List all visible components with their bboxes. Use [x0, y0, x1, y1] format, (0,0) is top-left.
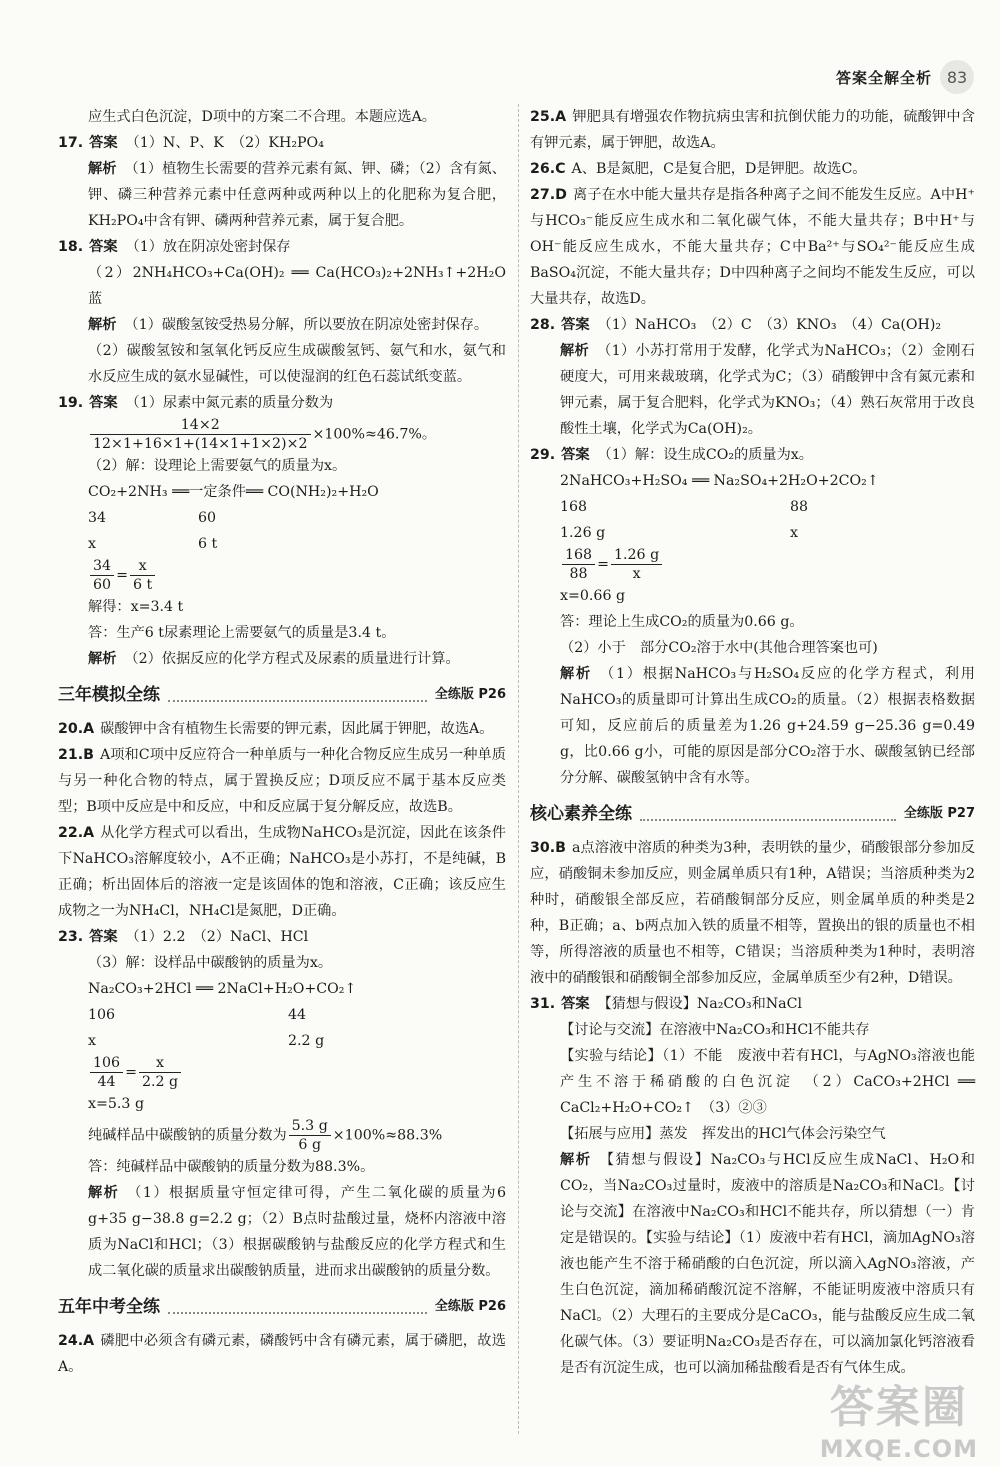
ratio-b-top: 1.26 g	[611, 546, 662, 565]
question-number: 30.B	[530, 840, 566, 856]
analysis-text: （1）植物生长需要的营养元素有氮、钾、磷；（2）含有氮、钾、磷三种营养元素中任意两种或两种以上的化肥称为复合肥，KH₂PO₄中含有钾、磷两种营养元素，属于复合肥。	[88, 161, 506, 229]
final-answer: 答：纯碱样品中碳酸钠的质量分数为88.3%。	[88, 1159, 375, 1175]
question-number: 21.B	[58, 747, 94, 763]
unknown-left: x	[88, 536, 97, 552]
page-header	[836, 60, 974, 94]
equation: 2NaHCO₃+H₂SO₄ ══ Na₂SO₄+2H₂O+2CO₂↑	[560, 473, 879, 489]
question-number: 19.	[58, 395, 84, 411]
question-number: 22.A	[58, 825, 95, 841]
analysis-text: （2）依据反应的化学方程式及尿素的质量进行计算。	[124, 651, 460, 667]
answer-text: （1）尿素中氮元素的质量分数为	[125, 395, 334, 411]
section-title: 五年中考全练	[58, 1297, 160, 1317]
answer-tag: 答案	[561, 996, 590, 1012]
question-28	[530, 312, 975, 442]
question-22	[58, 820, 506, 924]
equation: Na₂CO₃+2HCl ══ 2NaCl+H₂O+CO₂↑	[88, 981, 357, 997]
ratio-a-top: 106	[90, 1054, 123, 1073]
final-answer: 答：生产6 t尿素理论上需要氨气的质量是3.4 t。	[88, 625, 396, 641]
question-text: 钾肥具有增强农作物抗病虫害和抗倒伏能力的功能，硫酸钾中含有钾元素，属于钾肥，故选A。	[530, 109, 975, 151]
answer-tag: 答案	[89, 395, 118, 411]
question-24	[58, 1328, 506, 1380]
section-header-core-literacy	[530, 801, 975, 827]
ratio-a-bottom: 60	[93, 577, 112, 593]
dotted-leader	[168, 688, 427, 702]
proportion: $\frac{34}{60}$ = $\frac{x}{6 t}$	[58, 557, 506, 594]
right-column	[530, 104, 975, 1381]
analysis-text: （1）根据NaHCO₃与H₂SO₄反应的化学方程式，利用NaHCO₃的质量即可计算出生成CO₂的质量。（2）根据表格数据可知，反应前后的质量差为1.26 g+24.59 g−25.36 g=0.49 g，比0.66 g小，可能的原因是部分CO₂溶于水、碳酸氢钠已经部分分解、碳酸氢钠中含有水等。	[560, 666, 975, 786]
question-29	[530, 442, 975, 791]
solution-result: x=5.3 g	[88, 1096, 145, 1112]
ratio-a-bottom: 88	[569, 566, 588, 582]
unknown-row	[58, 531, 506, 557]
percentage-tail: ×100%≈88.3%	[332, 1127, 443, 1144]
answer-text: （1）解：设生成CO₂的质量为x。	[597, 447, 813, 463]
mass-row	[58, 1002, 506, 1028]
question-19	[58, 390, 506, 672]
analysis-tag: 解析	[88, 651, 117, 667]
question-text: 碳酸钾中含有植物生长需要的钾元素，因此属于钾肥，故选A。	[100, 721, 494, 737]
question-30	[530, 835, 975, 991]
answer-tag: 答案	[89, 135, 118, 151]
section-title: 核心素养全练	[530, 804, 632, 824]
final-answer: 答：理论上生成CO₂的质量为0.66 g。	[560, 614, 804, 630]
fraction-numerator: 14×2	[90, 416, 311, 435]
question-25	[530, 104, 975, 156]
unknown-right: 2.2 g	[288, 1033, 325, 1049]
page-number: 83	[940, 60, 974, 94]
answer-tag: 答案	[561, 447, 590, 463]
pct-bottom: 6 g	[298, 1137, 322, 1153]
question-number: 31.	[530, 996, 556, 1012]
dotted-leader	[640, 807, 896, 821]
answer-text: 【猜想与假设】Na₂CO₃和NaCl	[597, 996, 803, 1012]
solution-result: 解得：x=3.4 t	[88, 599, 184, 615]
answer-text: （1）2.2 （2）NaCl、HCl	[125, 929, 309, 945]
answer-text: （1）NaHCO₃ （2）C （3）KNO₃ （4）Ca(OH)₂	[597, 317, 942, 333]
question-17	[58, 130, 506, 234]
question-number: 23.	[58, 929, 84, 945]
ratio-b-top: x	[139, 1054, 181, 1073]
dotted-leader	[168, 1300, 427, 1314]
ratio-b-bottom: x	[632, 566, 641, 582]
equation: （2）2NH₄HCO₃+Ca(OH)₂ ══ Ca(HCO₃)₂+2NH₃↑+2H₂O 蓝	[88, 265, 521, 307]
analysis-tag: 解析	[560, 1152, 592, 1168]
question-number: 29.	[530, 447, 556, 463]
ratio-b-top: x	[130, 557, 155, 576]
question-number: 20.A	[58, 721, 95, 737]
continued-text: 应生式白色沉淀，D项中的方案二不合理。本题应选A。	[88, 109, 436, 125]
solution-setup: （3）解：设样品中碳酸钠的质量为x。	[88, 955, 333, 971]
proportion: $\frac{106}{44}$ = $\frac{x}{2.2 g}$	[58, 1054, 506, 1091]
analysis-text: （1）碳酸氢铵受热易分解，所以要放在阴凉处密封保存。	[124, 317, 489, 333]
question-text: 磷肥中必须含有磷元素，磷酸钙中含有磷元素，属于磷肥，故选A。	[58, 1333, 506, 1375]
question-23	[58, 924, 506, 1284]
question-number: 24.A	[58, 1333, 95, 1349]
analysis-text-2: （2）碳酸氢铵和氢氧化钙反应生成碳酸氢钙、氨气和水，氨气和水反应生成的氨水显碱性，可以使湿润的红色石蕊试纸变蓝。	[88, 343, 506, 385]
mass-right: 88	[790, 499, 809, 515]
analysis-tag: 解析	[88, 1185, 120, 1201]
question-number: 28.	[530, 317, 556, 333]
ratio-b-bottom: 2.2 g	[141, 1074, 179, 1090]
unknown-right: 6 t	[198, 536, 218, 552]
answer-tag: 答案	[89, 239, 118, 255]
watermark-url: MXQE.COM	[819, 1435, 978, 1463]
equation: CO₂+2NH₃ ══一定条件══ CO(NH₂)₂+H₂O	[88, 484, 379, 500]
percentage-prefix: 纯碱样品中碳酸钠的质量分数为	[88, 1127, 287, 1144]
unknown-row	[58, 1028, 506, 1054]
question-18	[58, 234, 521, 390]
analysis-text: （1）根据质量守恒定律可得，产生二氧化碳的质量为6 g+35 g−38.8 g=2.2 g；（2）B点时盐酸过量，烧杯内溶液中溶质为NaCl和HCl；（3）根据碳酸钠与盐酸反应的化学方程式和生成二氧化碳的质量求出碳酸钠质量，进而求出碳酸钠的质量分数。	[88, 1185, 506, 1279]
mass-row	[530, 494, 975, 520]
analysis-tag: 解析	[560, 343, 590, 359]
analysis-tag: 解析	[560, 666, 592, 682]
experiment-line: 【实验与结论】（1）不能 废液中若有HCl，与AgNO₃溶液也能产生不溶于稀硝酸的白色沉淀 （2）CaCO₃+2HCl ══ CaCl₂+H₂O+CO₂↑ （3）②③	[560, 1048, 975, 1116]
question-text: A项和C项中反应符合一种单质与一种化合物反应生成另一种单质与另一种化合物的特点，属于置换反应；D项反应不属于基本反应类型；B项中反应是中和反应，中和反应属于复分解反应，故选B。	[58, 747, 506, 815]
analysis-tag: 解析	[88, 317, 117, 333]
section-title: 三年模拟全练	[58, 685, 160, 705]
answer-text: （1）N、P、K （2）KH₂PO₄	[125, 135, 324, 151]
mass-fraction-formula	[58, 416, 506, 453]
section-ref: 全练版 P26	[434, 687, 506, 702]
mass-right: 44	[288, 1007, 307, 1023]
answer-tag: 答案	[89, 929, 118, 945]
header-title: 答案全解全析	[835, 68, 932, 87]
mass-right: 60	[198, 510, 217, 526]
mass-left: 168	[560, 499, 588, 515]
fraction-denominator: 12×1+16×1+(14×1+1×2)×2	[93, 436, 308, 452]
question-text: 离子在水中能大量共存是指各种离子之间不能发生反应。A中H⁺与HCO₃⁻能反应生成水和二氧化碳气体，不能大量共存；B中H⁺与OH⁻能反应生成水，不能大量共存；C中Ba²⁺与SO₄²⁻能反应生成BaSO₄沉淀，不能大量共存；D中四种离子之间均不能发生反应，可以大量共存，故选D。	[530, 187, 975, 307]
percentage-line	[58, 1117, 506, 1154]
question-text: A、B是氮肥，C是复合肥，D是钾肥。故选C。	[571, 161, 867, 177]
question-number: 17.	[58, 135, 84, 151]
ratio-a-top: 34	[90, 557, 114, 576]
question-number: 25.A	[530, 109, 567, 125]
mass-row	[58, 505, 506, 531]
fraction-tail: ×100%≈46.7%。	[312, 426, 437, 443]
left-column	[58, 104, 521, 1380]
answer-text: （1）放在阴凉处密封保存	[125, 239, 291, 255]
question-number: 18.	[58, 239, 84, 255]
solution-setup: （2）解：设理论上需要氨气的质量为x。	[88, 458, 347, 474]
question-31	[530, 991, 975, 1381]
proportion: $\frac{168}{88}$ = $\frac{1.26 g}{x}$	[530, 546, 975, 583]
question-text: 从化学方程式可以看出，生成物NaHCO₃是沉淀，因此在该条件下NaHCO₃溶解度较小，A不正确；NaHCO₃是小苏打，不是纯碱，B正确；析出固体后的溶液一定是该固体的饱和溶液，C正确；该反应生成物之一为NH₄Cl，NH₄Cl是氮肥，D正确。	[58, 825, 506, 919]
mass-left: 34	[88, 510, 107, 526]
section-header-five-year	[58, 1294, 506, 1320]
pct-top: 5.3 g	[289, 1117, 331, 1136]
unknown-left: 1.26 g	[560, 525, 606, 541]
ratio-a-bottom: 44	[97, 1074, 116, 1090]
solution-result: x=0.66 g	[560, 588, 626, 604]
analysis-tag: 解析	[88, 161, 117, 177]
watermark	[820, 1371, 978, 1463]
discussion-line: 【讨论与交流】在溶液中Na₂CO₃和HCl不能共存	[560, 1022, 870, 1038]
unknown-row	[530, 520, 975, 546]
column-divider	[518, 104, 519, 1434]
question-number: 27.D	[530, 187, 567, 203]
section-ref: 全练版 P27	[903, 806, 975, 821]
extension-line: 【拓展与应用】蒸发 挥发出的HCl气体会污染空气	[560, 1126, 886, 1142]
part-2-answer: （2）小于 部分CO₂溶于水中(其他合理答案也可)	[560, 640, 878, 656]
question-21	[58, 742, 506, 820]
mass-left: 106	[88, 1007, 116, 1023]
question-text: a点溶液中溶质的种类为3种，表明铁的量少，硝酸银部分参加反应，硝酸铜未参加反应，则金属单质只有1种，A错误；当溶质种类为2种时，硝酸银全部反应，若硝酸铜部分反应，则金属单质的种类是2种，B正确；a、b两点加入铁的质量不相等，置换出的银的质量也不相等，所得溶液的质量也不相等，C错误；当溶质种类为1种时，表明溶液中的硝酸银和硝酸铜全部参加反应，金属单质至少有2种，D错误。	[530, 840, 975, 986]
watermark-logo: 答案圈	[829, 1382, 968, 1433]
analysis-text: 【猜想与假设】Na₂CO₃与HCl反应生成NaCl、H₂O和CO₂，当Na₂CO₃过量时，废液中的溶质是Na₂CO₃和NaCl。【讨论与交流】在溶液中Na₂CO₃和HCl不能共存，所以猜想（一）肯定是错误的。【实验与结论】（1）废液中若有HCl，滴加AgNO₃溶液也能产生不溶于稀硝酸的白色沉淀，所以滴入AgNO₃溶液，产生白色沉淀，滴加稀硝酸沉淀不溶解，不能证明废液中溶质只有NaCl。（2）大理石的主要成分是CaCO₃，能与盐酸反应生成二氧化碳气体。（3）要证明Na₂CO₃是否存在，可以滴加氯化钙溶液看是否有沉淀生成，也可以滴加稀盐酸看是否有气体生成。	[560, 1152, 975, 1376]
question-number: 26.C	[530, 161, 566, 177]
question-20	[58, 716, 506, 742]
answer-tag: 答案	[561, 317, 590, 333]
section-ref: 全练版 P26	[434, 1299, 506, 1314]
unknown-right: x	[790, 525, 799, 541]
question-27	[530, 182, 975, 312]
analysis-text: （1）小苏打常用于发酵，化学式为NaHCO₃；（2）金刚石硬度大，可用来裁玻璃，化学式为C；（3）硝酸钾中含有氮元素和钾元素，属于复合肥料，化学式为KNO₃；（4）熟石灰常用于改良酸性土壤，化学式为Ca(OH)₂。	[560, 343, 975, 437]
section-header-three-year	[58, 682, 506, 708]
ratio-a-top: 168	[562, 546, 595, 565]
unknown-left: x	[88, 1033, 97, 1049]
question-26	[530, 156, 975, 182]
ratio-b-bottom: 6 t	[132, 577, 153, 593]
